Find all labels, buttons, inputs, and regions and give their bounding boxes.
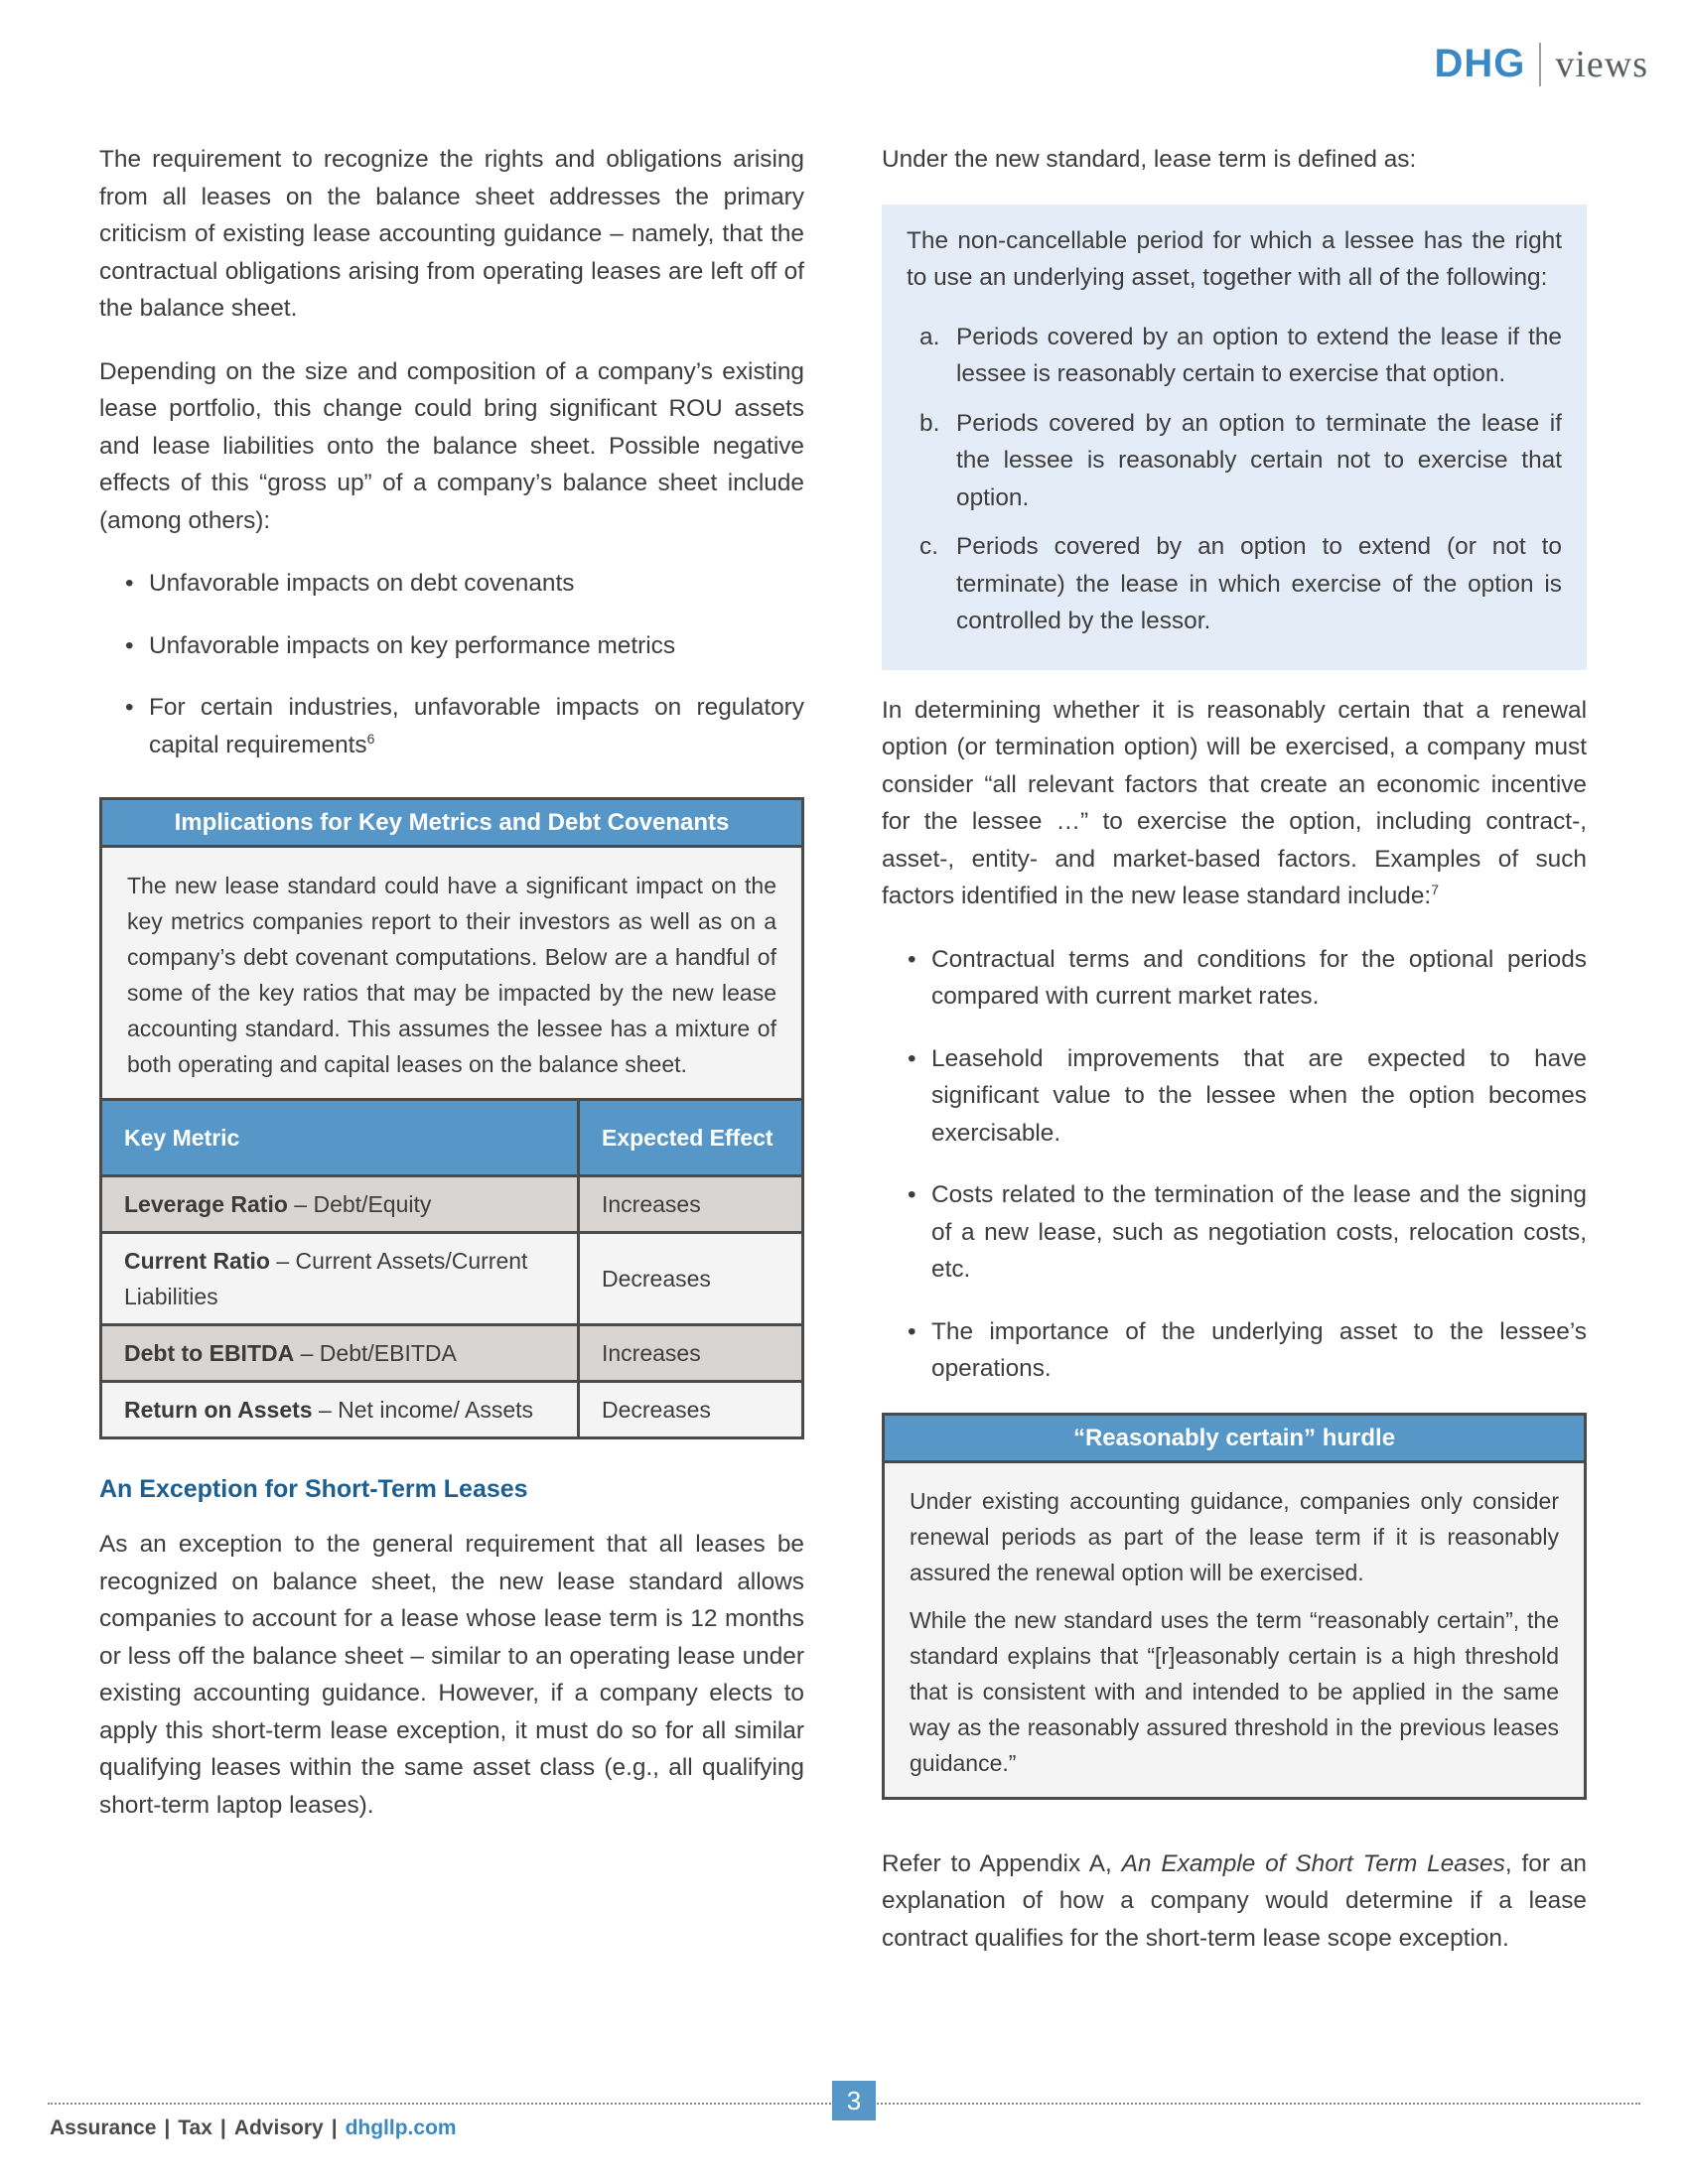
bullet-list — [882, 941, 1587, 1388]
metric-cell: Return on Assets – Net income/ Assets — [102, 1382, 579, 1437]
bullet-icon: • — [908, 1044, 916, 1072]
box-title: Implications for Key Metrics and Debt Covenants — [102, 800, 801, 848]
table-row — [102, 1176, 801, 1233]
paragraph: The requirement to recognize the rights and obligations arising from all leases on the balance sheet addresses the primary criticism of existing lease accounting guidance – namely, that the contractual obligations arising from operating leases are left off of the balance sheet. — [99, 146, 804, 322]
metric-cell: Leverage Ratio – Debt/Equity — [102, 1176, 579, 1233]
list-item: • Contractual terms and conditions for the optional periods compared with current market rates. — [882, 941, 1587, 1016]
bullet-icon: • — [908, 1181, 916, 1208]
footnote-marker: 6 — [366, 730, 375, 747]
list-item: • Unfavorable impacts on key performance metrics — [99, 627, 804, 665]
footer-item: Advisory — [233, 2116, 324, 2139]
bullet-icon: • — [125, 694, 134, 721]
website-link[interactable]: dhgllp.com — [345, 2116, 457, 2139]
box-paragraph: Under existing accounting guidance, companies only consider renewal periods as part of the lease term if it is reasonably assured the renewal option will be exercised. — [910, 1487, 1559, 1585]
box-paragraph: While the new standard uses the term “reasonably certain”, the standard explains that “[r]easonably certain is a high threshold that is consistent with and intended to be applied in the same way as the reasonably assured threshold in the previous leases guidance.” — [910, 1606, 1559, 1776]
footer-separator: | — [219, 2116, 226, 2139]
footer-separator: | — [331, 2116, 338, 2139]
paragraph: As an exception to the general requirement that all leases be recognized on balance sheet, the new lease standard allows companies to account for a lease whose lease term is 12 months or less off the balance sheet – similar to an operating lease under existing accounting guidance. However, if a company elects to apply this short-term lease exception, it must do so for all similar qualifying leases within the same asset class (e.g., all qualifying short-term laptop leases). — [99, 1531, 804, 1819]
bullet-icon: • — [908, 945, 916, 973]
metric-cell: Current Ratio – Current Assets/Current Liabilities — [102, 1233, 579, 1325]
definition-intro: The non-cancellable period for which a lessee has the right to use an underlying asset, together with all of the following: — [907, 226, 1562, 291]
dhg-views-logo — [1434, 42, 1648, 86]
list-item: • The importance of the underlying asset to the lessee’s operations. — [882, 1313, 1587, 1388]
list-item: • Leasehold improvements that are expected to have significant value to the lessee when the option becomes exercisable. — [882, 1040, 1587, 1153]
list-item: • Costs related to the termination of the lease and the signing of a new lease, such as negotiation costs, relocation costs, etc. — [882, 1176, 1587, 1289]
effect-cell: Increases — [579, 1176, 802, 1233]
paragraph: Refer to Appendix A, An Example of Short Term Leases, for an explanation of how a company would determine if a lease contract qualifies for the short-term lease scope exception. — [882, 1849, 1587, 1952]
box-body — [885, 1463, 1584, 1797]
table-header-row — [102, 1100, 801, 1176]
paragraph: Under the new standard, lease term is defined as: — [882, 146, 1417, 173]
bullet-icon: • — [908, 1317, 916, 1345]
list-item: a. Periods covered by an option to extend the lease if the lessee is reasonably certain to exercise that option. — [919, 323, 1562, 387]
footer-item: Assurance — [50, 2116, 157, 2139]
section-name: views — [1555, 43, 1648, 85]
paragraph: In determining whether it is reasonably certain that a renewal option (or termination option) will be exercised, a company must consider “all relevant factors that create an economic incentive for the lessee …” to exercise the option, including contract-, asset-, entity- and market-based factors. Examples of such factors identified in the new lease standard include:$^7$ — [882, 696, 1587, 909]
definition-list — [907, 319, 1562, 640]
key-metrics-box — [99, 797, 804, 1439]
logo-divider — [1539, 43, 1541, 86]
column-header-key-metric: Key Metric — [102, 1100, 579, 1176]
table-row — [102, 1233, 801, 1325]
brand-logo: DHG — [1434, 42, 1526, 85]
paragraph: Depending on the size and composition of a company’s existing lease portfolio, this change could bring significant ROU assets and lease liabilities onto the balance sheet. Possible negative effects of this “gross up” of a company’s balance sheet include (among others): — [99, 357, 804, 534]
page-number: 3 — [832, 2081, 876, 2120]
bullet-icon: • — [125, 570, 134, 597]
table-row — [102, 1382, 801, 1437]
appendix-title: An Example of Short Term Leases — [1121, 1849, 1505, 1877]
footer-item: Tax — [178, 2116, 212, 2139]
effect-cell: Increases — [579, 1325, 802, 1382]
list-item: b. Periods covered by an option to terminate the lease if the lessee is reasonably certain not to exercise that option. — [919, 409, 1562, 511]
reasonably-certain-box — [882, 1413, 1587, 1800]
section-heading: An Exception for Short-Term Leases — [99, 1475, 528, 1503]
effect-cell: Decreases — [579, 1382, 802, 1437]
right-column — [882, 141, 1587, 1982]
footer-links — [50, 2116, 457, 2140]
lease-term-definition — [882, 205, 1587, 670]
list-item: c. Periods covered by an option to extend (or not to terminate) the lease in which exercise of the option is controlled by the lessor. — [919, 533, 1562, 634]
box-title: “Reasonably certain” hurdle — [885, 1416, 1584, 1463]
metrics-table — [102, 1098, 801, 1436]
footer-separator: | — [164, 2116, 171, 2139]
left-column — [99, 141, 804, 1849]
box-intro: The new lease standard could have a significant impact on the key metrics companies report to their investors as well as on a company’s debt covenant computations. Below are a handful of some of the key ratios that may be impacted by the new lease accounting standard. This assumes the lessee has a mixture of both operating and capital leases on the balance sheet. — [127, 873, 776, 1077]
effect-cell: Decreases — [579, 1233, 802, 1325]
list-item: • For certain industries, unfavorable impacts on regulatory capital requirements$^6$ — [99, 689, 804, 763]
bullet-icon: • — [125, 631, 134, 659]
column-header-expected-effect: Expected Effect — [579, 1100, 802, 1176]
list-item: • Unfavorable impacts on debt covenants — [99, 565, 804, 603]
bullet-list — [99, 565, 804, 763]
metric-cell: Debt to EBITDA – Debt/EBITDA — [102, 1325, 579, 1382]
table-row — [102, 1325, 801, 1382]
footnote-marker: 7 — [1431, 881, 1439, 897]
